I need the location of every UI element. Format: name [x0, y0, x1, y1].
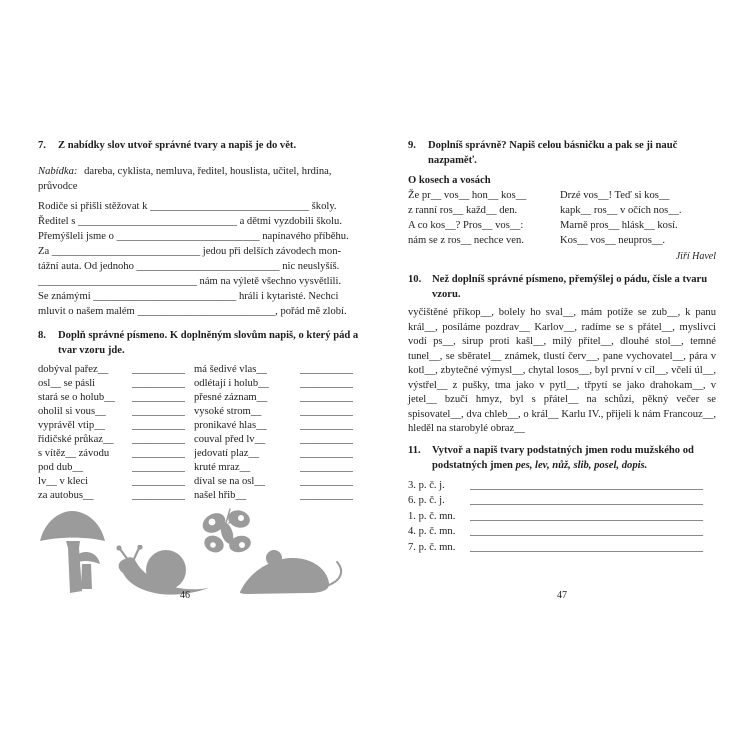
answer-blank: __________ — [300, 434, 353, 445]
exercise-9 — [408, 138, 716, 263]
sentence-line: ______________________________ nám na výletě všechno vysvětlili. — [38, 276, 342, 287]
poem-line: A co kos__? Pros__ vos__: — [408, 220, 524, 231]
exercise-8 — [38, 328, 370, 503]
exercise-11 — [408, 443, 716, 556]
word-bank-words: dareba, cyklista, nemluva, ředitel, houslista, učitel, hrdina, průvodce — [38, 166, 332, 192]
phrase: osl__ se pásli — [38, 378, 96, 389]
declension-row — [408, 493, 716, 509]
sentence-line: Za ____________________________ jedou při delších závodech mon- — [38, 246, 342, 257]
exercise-11-title-text: Vytvoř a napiš tvary podstatných jmen rodu mužského od podstatných jmen — [432, 444, 694, 471]
page-number-left: 46 — [180, 590, 190, 601]
exercise-7-title: Z nabídky slov utvoř správné tvary a napiš je do vět. — [58, 140, 297, 151]
phrase: dobýval pařez__ — [38, 364, 109, 375]
fill-in-paragraph: vyčištěné příkop__, bolely ho sval__, mám potíže se zub__, k panu král__, posíláme pozdrav__ Karlov__, radíme se s přátel__, myslivci vodí ps__, sirup proti kašl__, milý přítel__, dlouhé stol__, temné tunel__, se sběratel__ známek, tlustí červ__, pane vychovatel__, pára v kotl__, zbytečné výmysl__, chytal losos__, byl první v cíl__, včelí úl__, výstřel__ z pušky, tma jako v pytl__, třpytí se jako drahokam__, v jetel__ bzučí hmyz, byl s přátel__ na schůzi, pěkný večer se spisovatel__, dva chleb__, o král__ Karlu IV., přijeli k nám Francouz__, hleděl na starobylé obraz__ — [408, 307, 716, 434]
phrase: má šedivé vlas__ — [194, 364, 267, 375]
phrase: stará se o holub__ — [38, 392, 115, 403]
answer-blank: __________ — [132, 420, 185, 431]
sentence-line: Přemýšleli jsme o ___________________________ napínavého příběhu. — [38, 231, 349, 242]
answer-blank: __________ — [300, 448, 353, 459]
poem-line: z ranní ros__ každ__ den. — [408, 205, 518, 216]
answer-blank: __________ — [132, 364, 185, 375]
phrase: vyprávěl vtip__ — [38, 420, 105, 431]
declension-row — [408, 540, 716, 556]
declension-row — [408, 478, 716, 494]
sentence-line: Rodiče si přišli stěžovat k ______________________________ školy. — [38, 201, 337, 212]
phrase: pod dub__ — [38, 462, 84, 473]
poem-stanza-right — [560, 188, 712, 248]
phrase: řidičské průkaz__ — [38, 434, 114, 445]
declension-row — [408, 509, 716, 525]
exercise-8-title: Doplň správné písmeno. K doplněným slovům napiš, o který pád a tvar vzoru jde. — [58, 330, 359, 356]
answer-blank: ____________________________________________ — [470, 510, 704, 522]
mushrooms-icon — [38, 509, 110, 597]
answer-blank: __________ — [300, 490, 353, 501]
answer-blank: __________ — [132, 406, 185, 417]
page-right — [408, 138, 716, 601]
phrase: lv__ v kleci — [38, 476, 89, 487]
poem-line: nám se z ros__ nechce ven. — [408, 235, 524, 246]
exercise-7-number: 7. — [38, 140, 46, 151]
exercise-9-number: 9. — [408, 140, 416, 151]
page-left — [38, 138, 370, 601]
poem-line: Kos__ vos__ neupros__. — [560, 235, 666, 246]
answer-blank: __________ — [132, 476, 185, 487]
exercise-8-number: 8. — [38, 330, 46, 341]
exercise-11-number: 11. — [408, 444, 421, 456]
poem-stanza-left — [408, 188, 560, 248]
exercise-9-heading — [408, 138, 716, 168]
answer-blank: __________ — [132, 448, 185, 459]
sentence-line: Se známými ___________________________ hráli i kytaristé. Nechci — [38, 291, 339, 302]
phrase: couval před lv__ — [194, 434, 266, 445]
word-bank-label: Nabídka: — [38, 166, 78, 177]
page-number-right: 47 — [557, 590, 567, 601]
sentence-line: mluvit o našem malém __________________________, pořád mě zlobí. — [38, 306, 347, 317]
answer-blank: __________ — [300, 364, 353, 375]
exercise-10-number: 10. — [408, 274, 422, 285]
phrase: jedovatí plaz__ — [194, 448, 260, 459]
answer-blank: __________ — [300, 406, 353, 417]
phrase: vysoké strom__ — [194, 406, 262, 417]
phrase: našel hřib__ — [194, 490, 247, 501]
answer-blank: __________ — [132, 462, 185, 473]
answer-blank: __________ — [300, 392, 353, 403]
phrase: odlétají i holub__ — [194, 378, 269, 389]
word-bank — [38, 164, 370, 194]
case-label: 7. p. č. mn. — [408, 541, 456, 553]
exercise-7 — [38, 138, 370, 319]
fill-in-sentences — [38, 199, 370, 319]
answer-blank: __________ — [300, 462, 353, 473]
poem — [408, 188, 716, 248]
phrase: kruté mraz__ — [194, 462, 251, 473]
case-label: 1. p. č. mn. — [408, 510, 456, 522]
phrase: díval se na osl__ — [194, 476, 265, 487]
poem-line: Že pr__ vos__ hon__ kos__ — [408, 190, 527, 201]
exercise-11-word-list: pes, lev, nůž, slib, posel, dopis. — [515, 459, 648, 471]
illustration-strip — [38, 505, 370, 601]
exercise-10-title: Než doplníš správné písmeno, přemýšlej o pádu, čísle a tvaru vzoru. — [432, 274, 708, 300]
phrase: s vítěz__ závodu — [38, 448, 110, 459]
exercise-10-heading — [408, 272, 716, 302]
answer-blank: __________ — [132, 392, 185, 403]
answer-blank: __________ — [300, 420, 353, 431]
poem-line: Marně pros__ hlásk__ kosí. — [560, 220, 678, 231]
answer-blank: __________ — [300, 476, 353, 487]
phrase: za autobus__ — [38, 490, 94, 501]
case-label: 3. p. č. j. — [408, 479, 445, 491]
exercise-11-heading — [408, 443, 716, 473]
answer-blank: __________ — [300, 378, 353, 389]
word-pairs-grid — [38, 363, 370, 503]
case-label: 6. p. č. j. — [408, 495, 445, 506]
exercise-11-title — [432, 443, 716, 473]
poem-title: O kosech a vosách — [408, 175, 491, 186]
exercise-9-title: Doplníš správně? Napiš celou básničku a pak se ji nauč nazpaměť. — [428, 140, 678, 166]
poem-line: Drzé vos__! Teď si kos__ — [560, 190, 670, 201]
answer-blank: ____________________________________________ — [470, 541, 704, 553]
answer-blank: ____________________________________________ — [470, 479, 704, 491]
answer-blank: ____________________________________________ — [470, 495, 704, 506]
exercise-7-heading — [38, 138, 370, 153]
phrase: oholil si vous__ — [38, 406, 106, 417]
declension-rows — [408, 478, 716, 556]
exercise-8-heading — [38, 328, 370, 358]
poem-author: Jiří Havel — [675, 251, 716, 262]
phrase: přesné záznam__ — [194, 392, 268, 403]
answer-blank: __________ — [132, 490, 185, 501]
answer-blank: ____________________________________________ — [470, 526, 704, 537]
poem-line: kapk__ ros__ v očích nos__. — [560, 205, 682, 216]
sentence-line: Ředitel s ______________________________ a dětmi vyzdobili školu. — [38, 216, 342, 227]
sentence-line: tážní auta. Od jednoho ___________________________ nic neuslyšíš. — [38, 261, 340, 272]
phrase: pronikavé hlas__ — [194, 420, 267, 431]
answer-blank: __________ — [132, 434, 185, 445]
answer-blank: __________ — [132, 378, 185, 389]
declension-row — [408, 524, 716, 540]
case-label: 4. p. č. mn. — [408, 526, 456, 537]
exercise-10 — [408, 272, 716, 437]
